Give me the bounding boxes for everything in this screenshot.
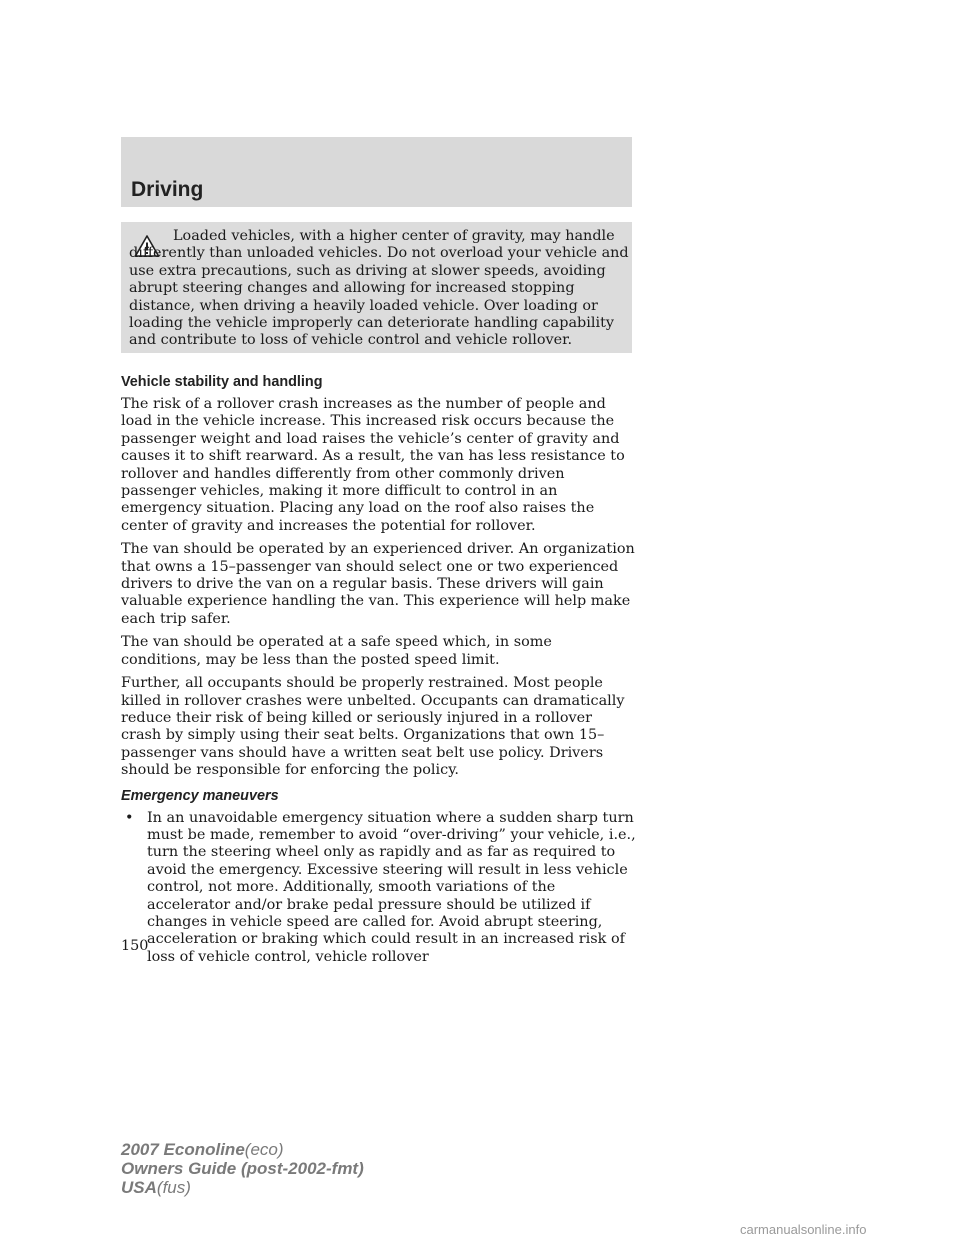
emergency-heading: Emergency maneuvers [121,787,279,804]
stability-heading: Vehicle stability and handling [121,374,323,390]
footer-market: USA [121,1178,157,1197]
document-footer [121,1140,364,1197]
bullet-symbol: • [125,809,134,826]
footer-market-code: (fus) [156,1178,191,1197]
main-content [121,372,636,966]
bullet-item [121,810,636,967]
paragraph: The van should be operated at a safe speed which, in some conditions, may be less than the posted speed limit. [121,634,552,668]
paragraph: The risk of a rollover crash increases as the number of people and load in the vehicle increase. This increased risk occurs because the passenger weight and load raises the vehicle’s center of gravity and causes it to shift rearward. As a result, the van has less resistance to rollover and handles differently from other commonly driven passenger vehicles, making it more difficult to control in an emergency situation. Placing any load on the roof also raises the center of gravity and increases the potential for rollover. [121,396,625,534]
page-number: 150 [121,938,149,954]
watermark: carmanualsonline.info [740,1222,867,1237]
paragraph: The van should be operated by an experienced driver. An organization that owns a 15–passenger van should select one or two experienced drivers to drive the van on a regular basis. These drivers will gain valuable experience handling the van. This experience will help make each trip safer. [121,541,635,627]
warning-text: Loaded vehicles, with a higher center of gravity, may handle differently than unloaded vehicles. Do not overload your vehicle and use extra precautions, such as driving at slower speeds, avoiding abrupt steering changes and allowing for increased stopping distance, when driving a heavily loaded vehicle. Over loading or loading the vehicle improperly can deteriorate handling capability and contribute to loss of vehicle control and vehicle rollover. [129,228,629,349]
footer-model: 2007 Econoline [121,1140,245,1159]
footer-model-code: (eco) [244,1140,284,1159]
paragraph: Further, all occupants should be properly restrained. Most people killed in rollover crashes were unbelted. Occupants can dramatically reduce their risk of being killed or seriously injured in a rollover crash by simply using their seat belts. Organizations that own 15–passenger vans should have a written seat belt use policy. Drivers should be responsible for enforcing the policy. [121,675,625,779]
bullet-text: In an unavoidable emergency situation where a sudden sharp turn must be made, remember to avoid “over-driving” your vehicle, i.e., turn the steering wheel only as rapidly and as far as required to avoid the emergency. Excessive steering will result in less vehicle control, not more. Additionally, smooth variations of the accelerator and/or brake pedal pressure should be utilized if changes in vehicle speed are called for. Avoid abrupt steering, acceleration or braking which could result in an increased risk of loss of vehicle control, vehicle rollover [147,809,636,965]
section-title: Driving [131,178,204,201]
footer-guide: Owners Guide (post-2002-fmt) [121,1159,364,1178]
